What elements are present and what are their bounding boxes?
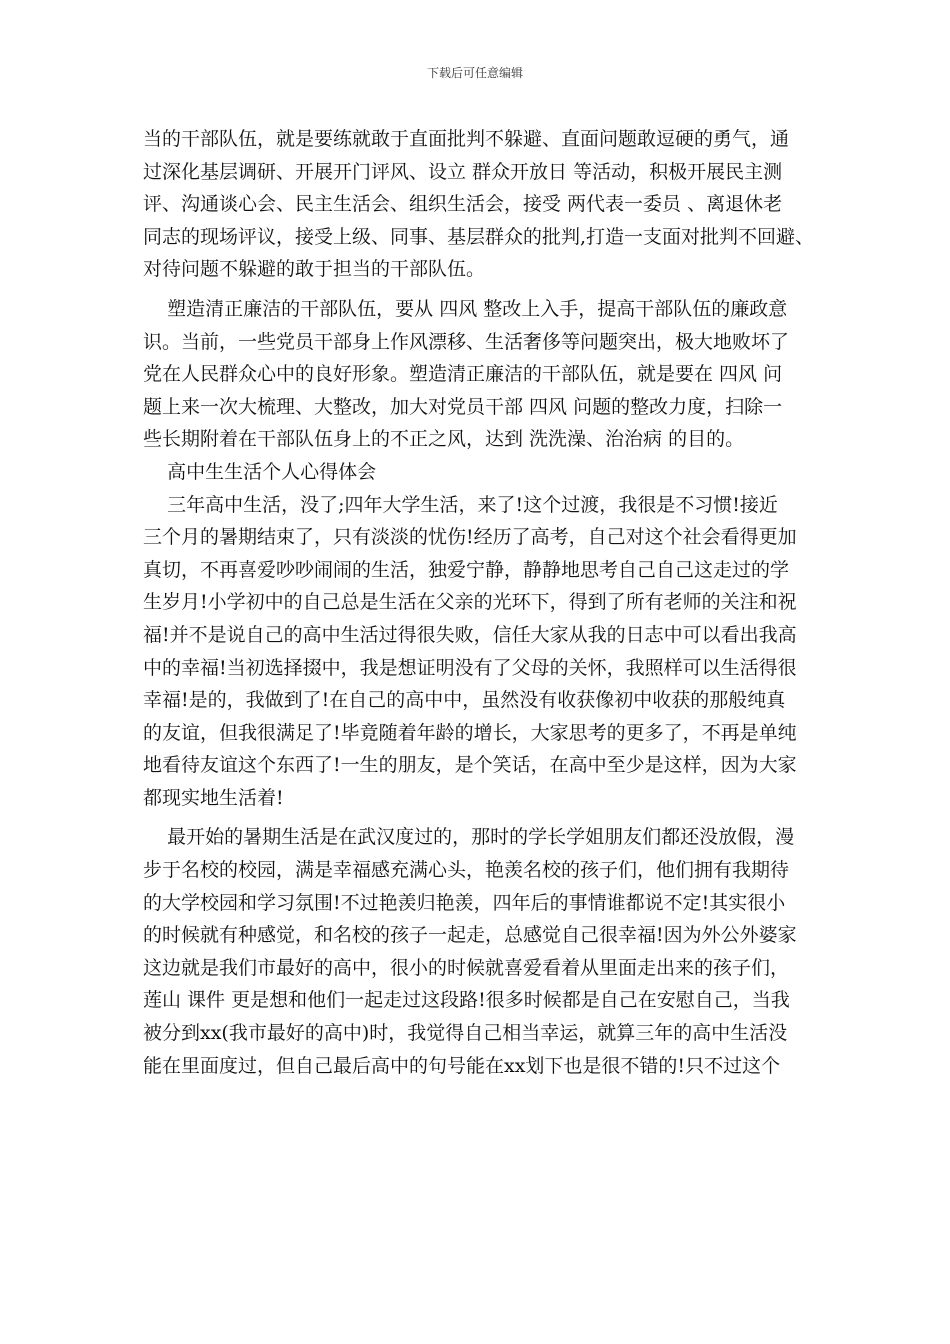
text-line: 福!并不是说自己的高中生活过得很失败，信任大家从我的日志中可以看出我高 [143, 623, 797, 646]
text-line: 的时候就有种感觉，和名校的孩子一起走，总感觉自己很幸福!因为外公外婆家 [143, 924, 797, 947]
text-line: 生岁月!小学初中的自己总是生活在父亲的光环下，得到了所有老师的关注和祝 [143, 591, 797, 614]
text-line: 三个月的暑期结束了，只有淡淡的忧伤!经历了高考，自己对这个社会看得更加 [143, 526, 797, 549]
text-line: 识。当前，一些党员干部身上作风漂移、生活奢侈等问题突出，极大地败坏了 [143, 330, 790, 353]
paragraph-cadre-team [143, 123, 823, 286]
text-line: 幸福!是的，我做到了!在自己的高中中，虽然没有收获像初中收获的那般纯真 [143, 689, 786, 712]
text-line: 塑造清正廉洁的干部队伍，要从 四风 整改上入手，提高干部队伍的廉政意 [143, 297, 788, 320]
text-line: 中的幸福!当初选择掇中，我是想证明没有了父母的关怀，我照样可以生活得很 [143, 656, 797, 679]
paragraph-summer-life [143, 821, 823, 1082]
text-line: 能在里面度过，但自己最后高中的句号能在xx划下也是很不错的!只不过这个 [143, 1054, 781, 1077]
text-line: 地看待友谊这个东西了!一生的朋友，是个笑话，在高中至少是这样，因为大家 [143, 754, 797, 777]
text-line: 最开始的暑期生活是在武汉度过的，那时的学长学姐朋友们都还没放假，漫 [143, 826, 795, 849]
text-line: 的友谊，但我很满足了!毕竟随着年龄的增长，大家思考的更多了，不再是单纯 [143, 721, 797, 744]
paragraph-clean-cadres-and-essay [143, 293, 823, 815]
document-body [143, 123, 823, 1082]
section-title: 高中生生活个人心得体会 [143, 460, 377, 483]
text-line: 些长期附着在干部队伍身上的不正之风，达到 洗洗澡、治治病 的目的。 [143, 428, 745, 451]
text-line: 题上来一次大梳理、大整改，加大对党员干部 四风 问题的整改力度，扫除一 [143, 395, 783, 418]
text-line: 对待问题不躲避的敢于担当的干部队伍。 [143, 258, 486, 281]
text-line: 被分到xx(我市最好的高中)时，我觉得自己相当幸运，就算三年的高中生活没 [143, 1022, 788, 1045]
text-line: 党在人民群众心中的良好形象。塑造清正廉洁的干部队伍，就是要在 四风 问 [143, 363, 783, 386]
text-line: 同志的现场评议，接受上级、同事、基层群众的批判,打造一支面对批判不回避、 [143, 225, 815, 248]
text-line: 评、沟通谈心会、民主生活会、组织生活会，接受 两代表一委员 、离退休老 [143, 193, 783, 216]
text-line: 当的干部队伍，就是要练就敢于直面批判不躲避、直面问题敢逗硬的勇气，通 [143, 128, 790, 150]
text-line: 步于名校的校园，满是幸福感充满心头，艳羡名校的孩子们，他们拥有我期待 [143, 859, 790, 882]
text-line: 这边就是我们市最好的高中，很小的时候就喜爱看着从里面走出来的孩子们， [143, 956, 790, 979]
page-header: 下载后可任意编辑 [426, 66, 523, 80]
text-line: 过深化基层调研、开展开门评风、设立 群众开放日 等活动，积极开展民主测 [143, 160, 783, 183]
text-line: 的大学校园和学习氛围!不过艳羡归艳羡，四年后的事情谁都说不定!其实很小 [143, 891, 786, 914]
text-line: 莲山 课件 更是想和他们一起走过这段路!很多时候都是自己在安慰自己，当我 [143, 989, 790, 1012]
text-line: 真切，不再喜爱吵吵闹闹的生活，独爱宁静，静静地思考自己自己这走过的学 [143, 558, 790, 581]
text-line: 三年高中生活，没了;四年大学生活，来了!这个过渡，我很是不习惯!接近 [143, 493, 778, 516]
text-line: 都现实地生活着! [143, 786, 284, 809]
